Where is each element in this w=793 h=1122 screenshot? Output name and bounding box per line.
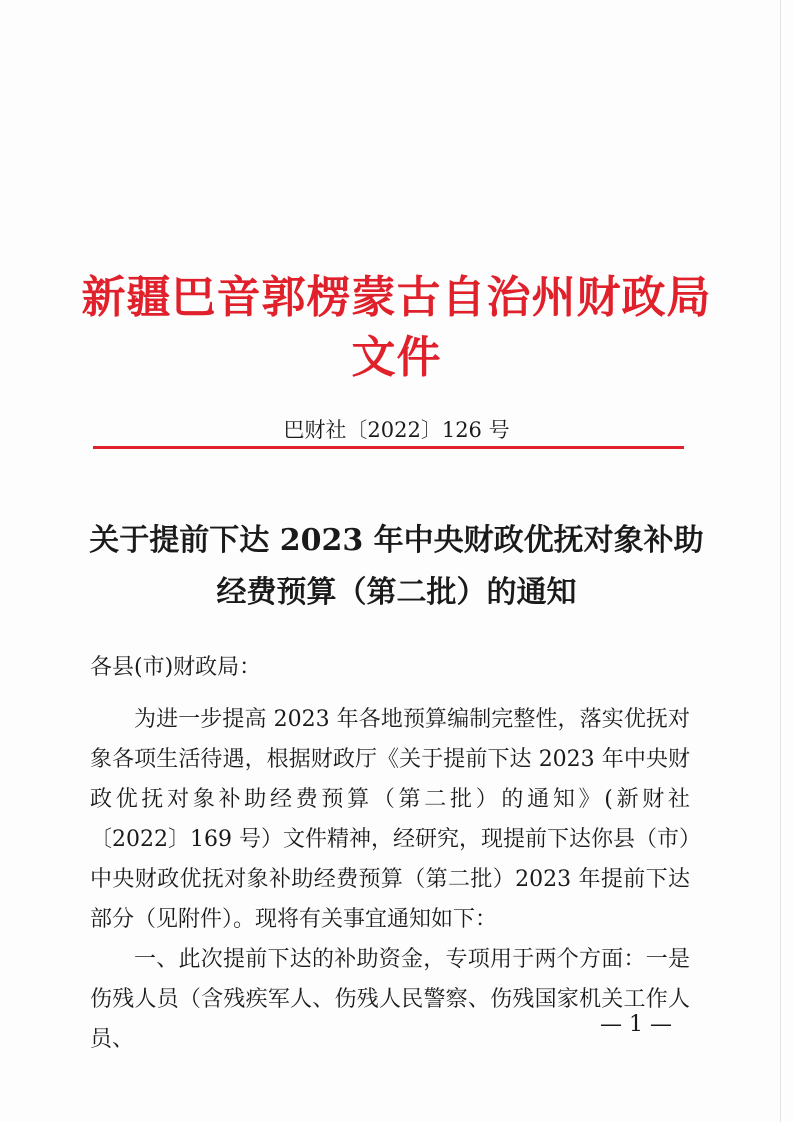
document-number: 巴财社〔2022〕126 号 [283, 418, 510, 442]
org-header: 新疆巴音郭楞蒙古自治州财政局文件 [81, 272, 712, 383]
body-paragraph-2: 一、此次提前下达的补助资金，专项用于两个方面：一是伤残人员（含残疾军人、伤残人民警察、伤残国家机关工作人员、 [90, 947, 690, 1052]
document-title [60, 515, 733, 619]
red-divider-line [93, 446, 684, 449]
body-text [90, 700, 690, 1060]
addressee: 各县(市)财政局： [90, 655, 262, 680]
page-number: — 1 — [600, 1012, 672, 1037]
body-paragraph-1: 为进一步提高 2023 年各地预算编制完整性，落实优抚对象各项生活待遇，根据财政厅《关于提前下达 2023 年中央财政优抚对象补助经费预算（第二批）的通知》(新财社〔2022〕169 号）文件精神，经研究，现提前下达你县（市）中央财政优抚对象补助经费预算（第二批）2023 年提前下达部分（见附件）。现将有关事宜通知如下： [90, 707, 690, 932]
title-line-2: 经费预算（第二批）的通知 [216, 575, 577, 610]
title-line-1: 关于提前下达 2023 年中央财政优抚对象补助 [89, 523, 704, 558]
page-edge [780, 0, 781, 1122]
